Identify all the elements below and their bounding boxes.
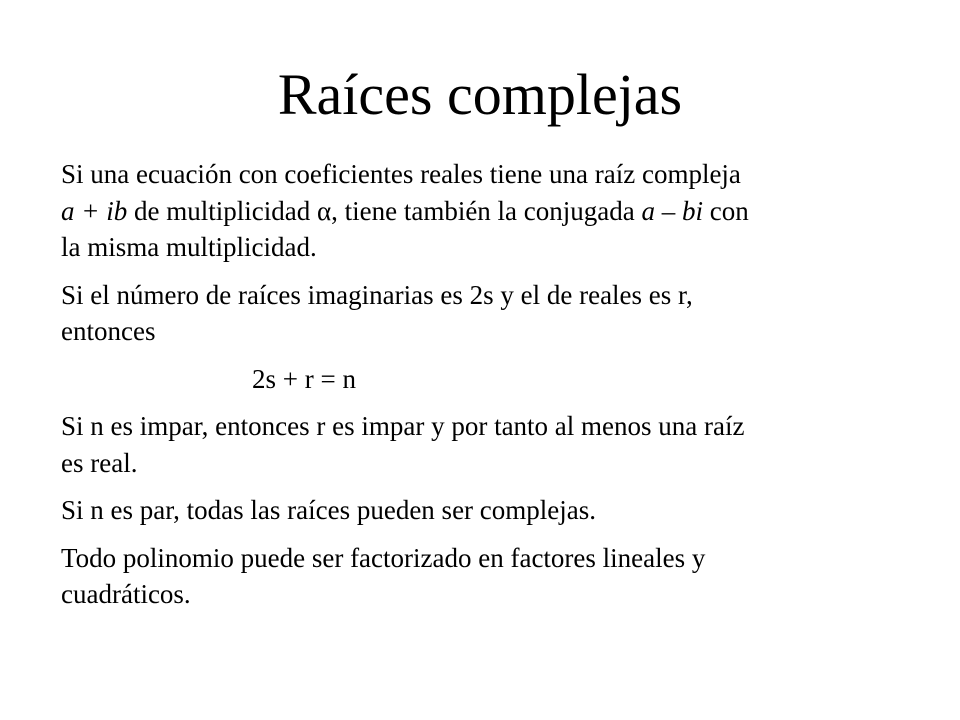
text-line: Todo polinomio puede ser factorizado en factores lineales y [61, 542, 706, 573]
paragraph-root-count [61, 277, 861, 350]
text-fragment: con [703, 195, 749, 226]
text-line: la misma multiplicidad. [61, 232, 317, 262]
slide-body [61, 156, 861, 624]
slide-title: Raíces complejas [277, 62, 683, 127]
alpha-symbol: α [316, 195, 332, 226]
paragraph-complex-conjugate [61, 156, 861, 266]
text-line: Si n es impar, entonces r es impar y por tanto al menos una raíz [61, 411, 745, 441]
text-fragment: , tiene también la conjugada [331, 195, 642, 226]
paragraph-factorization [61, 540, 861, 613]
text-line: es real. [61, 447, 138, 478]
text-line: entonces [61, 316, 156, 346]
text-fragment: de multiplicidad [127, 195, 317, 226]
root-expression: a + ib [61, 195, 128, 226]
text-line: Si una ecuación con coeficientes reales tiene una raíz compleja [61, 159, 741, 189]
text-line: cuadráticos. [61, 579, 191, 609]
equation: 2s + r = n [252, 363, 356, 394]
paragraph-even-degree: Si n es par, todas las raíces pueden ser complejas. [61, 495, 597, 525]
text-line: Si el número de raíces imaginarias es 2s y el de reales es r, [61, 279, 693, 310]
conjugate-expression: a – bi [641, 195, 704, 226]
paragraph-odd-degree [61, 408, 861, 481]
